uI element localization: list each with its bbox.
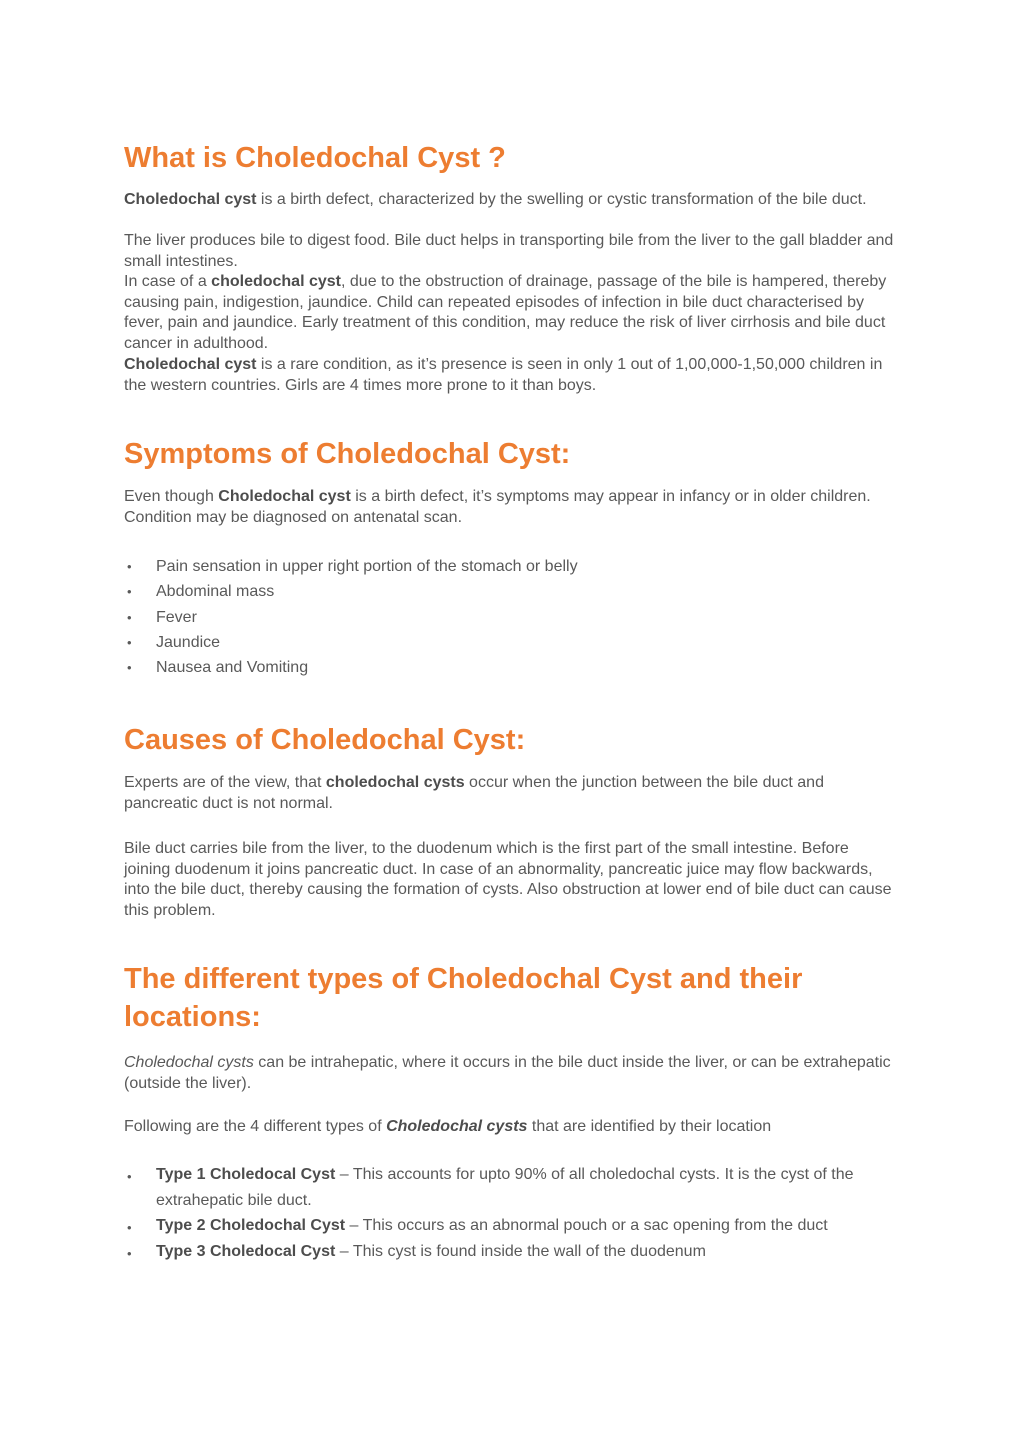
italic-term: Choledochal cysts	[124, 1054, 254, 1071]
paragraph-obstruction: In case of a choledochal cyst, due to the obstruction of drainage, passage of the bile is hampered, thereby causing pain, indigestion, jaundice. Child can repeated episodes of infection in bile duct characterised by fever, pain and jaundice. Early treatment of this condition, may reduce the risk of liver cirrhosis and bile duct cancer in adulthood.	[124, 273, 887, 352]
paragraph-types-intro: Following are the 4 different types of Choledochal cysts that are identified by their location	[124, 1118, 772, 1135]
list-item: • Jaundice	[124, 633, 899, 658]
section-heading-symptoms: Symptoms of Choledochal Cyst:	[124, 438, 571, 470]
section-heading-types: The different types of Choledochal Cyst and their locations:	[124, 963, 803, 1033]
paragraph-causes-intro: Experts are of the view, that choledochal cysts occur when the junction between the bile duct and pancreatic duct is not normal.	[124, 774, 824, 812]
bold-term: choledochal cyst	[211, 273, 341, 290]
list-item: • Type 1 Choledocal Cyst – This accounts for upto 90% of all choledochal cysts. It is the cyst of the extrahepatic bile duct.	[124, 1162, 899, 1213]
bold-term: Choledochal cyst	[124, 191, 257, 208]
bold-term: Choledochal cyst	[124, 356, 257, 373]
paragraph-rarity: Choledochal cyst is a rare condition, as it’s presence is seen in only 1 out of 1,00,000-1,50,000 children in the western countries. Girls are 4 times more prone to it than boys.	[124, 356, 883, 394]
paragraph-symptoms-intro: Even though Choledochal cyst is a birth defect, it’s symptoms may appear in infancy or in older children. Condition may be diagnosed on antenatal scan.	[124, 488, 871, 526]
paragraph-liver-bile: The liver produces bile to digest food. Bile duct helps in transporting bile from the liver to the gall bladder and small intestines.	[124, 232, 894, 270]
types-list	[124, 1162, 899, 1264]
bold-italic-term: Choledochal cysts	[386, 1118, 528, 1135]
paragraph-causes-detail: Bile duct carries bile from the liver, to the duodenum which is the first part of the small intestine. Before joining duodenum it joins pancreatic duct. In case of an abnormality, pancreatic juice may flow backwards, into the bile duct, thereby causing the formation of cysts. Also obstruction at lower end of bile duct can cause this problem.	[124, 840, 892, 919]
list-item: • Abdominal mass	[124, 582, 899, 607]
section-heading-what-is: What is Choledochal Cyst ?	[124, 142, 506, 174]
paragraph-types-location: Choledochal cysts can be intrahepatic, where it occurs in the bile duct inside the liver, or can be extrahepatic (outside the liver).	[124, 1054, 891, 1092]
section-heading-causes: Causes of Choledochal Cyst:	[124, 724, 526, 756]
list-item: • Fever	[124, 608, 899, 633]
paragraph-definition: Choledochal cyst is a birth defect, characterized by the swelling or cystic transformation of the bile duct.	[124, 191, 867, 208]
type-name: Type 3 Choledocal Cyst	[156, 1242, 336, 1260]
bold-term: Choledochal cyst	[218, 488, 351, 505]
list-item: • Type 2 Choledochal Cyst – This occurs as an abnormal pouch or a sac opening from the duct	[124, 1213, 899, 1239]
list-item: • Nausea and Vomiting	[124, 658, 899, 683]
type-name: Type 1 Choledocal Cyst	[156, 1166, 336, 1183]
type-name: Type 2 Choledochal Cyst	[156, 1217, 346, 1235]
list-item: • Pain sensation in upper right portion of the stomach or belly	[124, 557, 899, 582]
list-item: • Type 3 Choledocal Cyst – This cyst is found inside the wall of the duodenum	[124, 1239, 899, 1265]
bold-term: choledochal cysts	[325, 774, 465, 791]
symptoms-list	[124, 557, 899, 683]
